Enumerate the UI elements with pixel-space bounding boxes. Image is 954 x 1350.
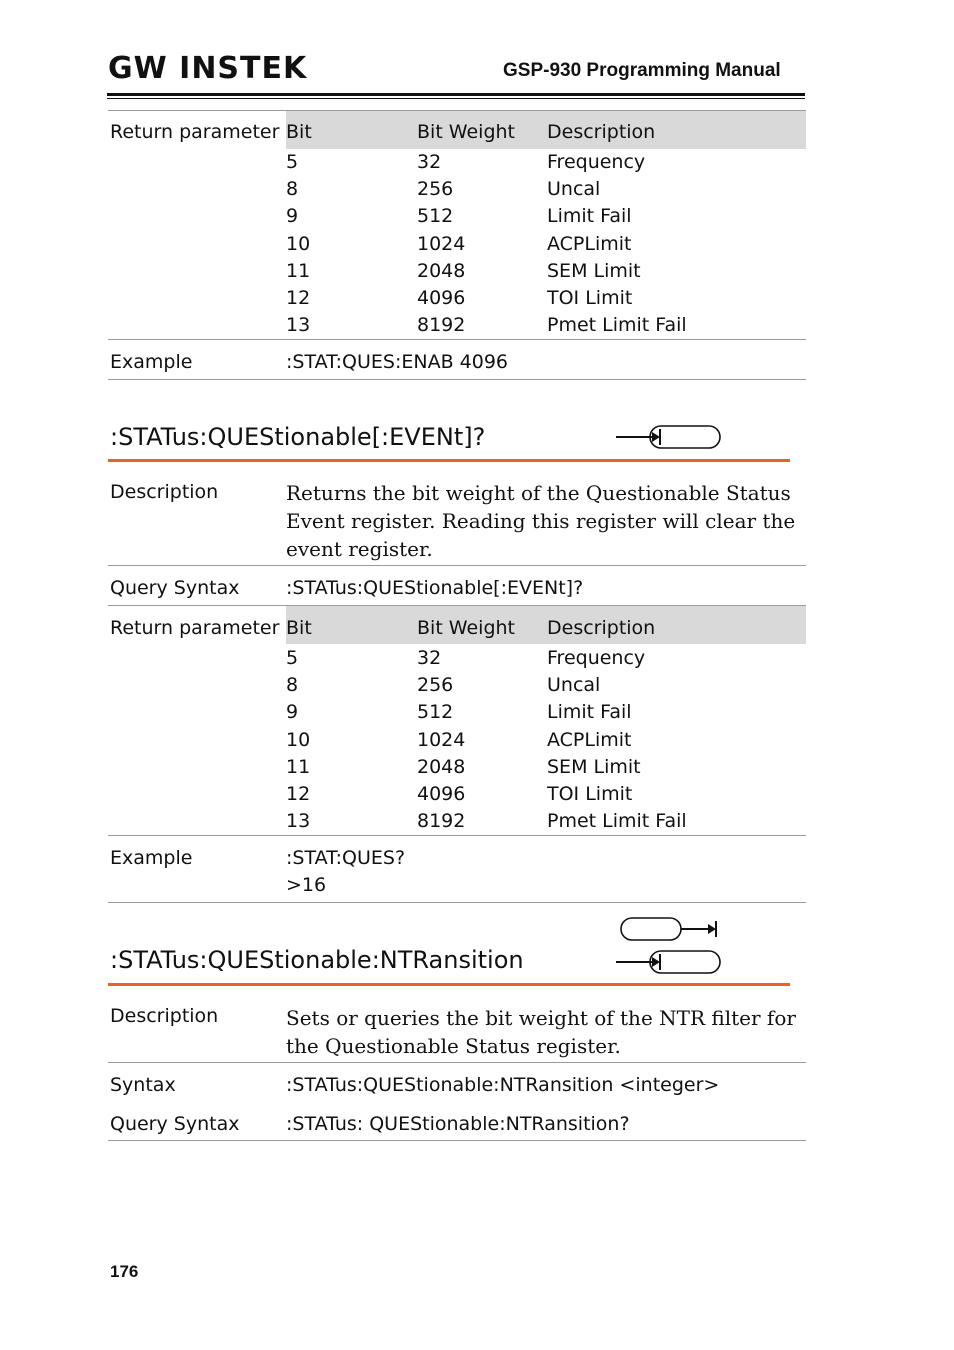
description-text: Returns the bit weight of the Questionable Status Event register. Reading this register will clear the event register. xyxy=(286,481,796,561)
table-cell-bit: 12 xyxy=(286,287,311,309)
table-cell-weight: 512 xyxy=(417,205,454,227)
header-rule-thin xyxy=(107,98,805,99)
table-cell-desc: Uncal xyxy=(547,178,601,200)
table-cell-desc: TOI Limit xyxy=(547,783,633,805)
table-cell-bit: 8 xyxy=(286,674,299,696)
col-bit-header: Bit xyxy=(286,121,312,143)
gw-instek-logo: GW INSTEK xyxy=(108,51,308,86)
query-syntax-value: :STATus: QUEStionable:NTRansition? xyxy=(286,1113,630,1135)
table-cell-weight: 8192 xyxy=(417,314,466,336)
table-cell-bit: 5 xyxy=(286,647,299,669)
query-syntax-label: Query Syntax xyxy=(110,1113,240,1135)
divider xyxy=(108,835,806,836)
col-weight-header: Bit Weight xyxy=(417,617,515,639)
divider xyxy=(108,379,806,380)
page-number: 176 xyxy=(110,1262,139,1281)
example-label: Example xyxy=(110,351,193,373)
syntax-label: Syntax xyxy=(110,1074,176,1096)
query-syntax-value: :STATus:QUEStionable[:EVENt]? xyxy=(286,577,584,599)
description-text: Sets or queries the bit weight of the NTR filter for the Questionable Status register. xyxy=(286,1006,796,1058)
table-cell-weight: 8192 xyxy=(417,810,466,832)
table-cell-weight: 512 xyxy=(417,701,454,723)
set-icon xyxy=(614,917,724,945)
command-title: :STATus:QUEStionable[:EVENt]? xyxy=(110,423,486,451)
table-cell-weight: 256 xyxy=(417,178,454,200)
table-cell-bit: 13 xyxy=(286,810,311,832)
description-label: Description xyxy=(110,481,219,503)
table-cell-desc: ACPLimit xyxy=(547,729,632,751)
table-cell-bit: 9 xyxy=(286,701,299,723)
example-line-1: :STAT:QUES? xyxy=(286,847,406,869)
table-cell-bit: 11 xyxy=(286,260,311,282)
col-weight-header: Bit Weight xyxy=(417,121,515,143)
table-cell-desc: TOI Limit xyxy=(547,287,633,309)
table-cell-weight: 4096 xyxy=(417,783,466,805)
divider xyxy=(108,1140,806,1141)
return-parameter-label: Return parameter xyxy=(110,121,280,143)
example-label: Example xyxy=(110,847,193,869)
header-rule xyxy=(107,93,805,96)
table-cell-bit: 5 xyxy=(286,151,299,173)
table-cell-desc: Uncal xyxy=(547,674,601,696)
description-label: Description xyxy=(110,1005,219,1027)
table-cell-desc: Limit Fail xyxy=(547,205,632,227)
table-header-bg xyxy=(286,111,806,149)
table-cell-weight: 1024 xyxy=(417,729,466,751)
query-icon xyxy=(614,950,724,978)
query-syntax-label: Query Syntax xyxy=(110,577,240,599)
query-icon xyxy=(614,425,724,453)
table-cell-desc: Pmet Limit Fail xyxy=(547,810,687,832)
table-cell-bit: 10 xyxy=(286,729,311,751)
table-cell-bit: 13 xyxy=(286,314,311,336)
table-cell-desc: Pmet Limit Fail xyxy=(547,314,687,336)
table-cell-weight: 1024 xyxy=(417,233,466,255)
table-cell-bit: 8 xyxy=(286,178,299,200)
col-description-header: Description xyxy=(547,617,656,639)
table-cell-desc: Frequency xyxy=(547,151,646,173)
table-cell-bit: 10 xyxy=(286,233,311,255)
table-cell-desc: SEM Limit xyxy=(547,260,641,282)
table-header-bg xyxy=(286,606,806,644)
col-bit-header: Bit xyxy=(286,617,312,639)
title-underline xyxy=(108,983,790,986)
command-title: :STATus:QUEStionable:NTRansition xyxy=(110,946,524,974)
table-cell-weight: 2048 xyxy=(417,260,466,282)
syntax-value: :STATus:QUEStionable:NTRansition <integer> xyxy=(286,1074,720,1096)
table-cell-desc: ACPLimit xyxy=(547,233,632,255)
divider xyxy=(108,339,806,340)
table-cell-bit: 12 xyxy=(286,783,311,805)
return-parameter-label: Return parameter xyxy=(110,617,280,639)
table-cell-weight: 32 xyxy=(417,647,442,669)
table-cell-desc: SEM Limit xyxy=(547,756,641,778)
table-cell-bit: 11 xyxy=(286,756,311,778)
example-line-2: >16 xyxy=(286,874,327,896)
col-description-header: Description xyxy=(547,121,656,143)
table-cell-weight: 2048 xyxy=(417,756,466,778)
table-cell-weight: 32 xyxy=(417,151,442,173)
example-value: :STAT:QUES:ENAB 4096 xyxy=(286,351,509,373)
table-cell-weight: 256 xyxy=(417,674,454,696)
divider xyxy=(108,1062,806,1063)
divider xyxy=(108,902,806,903)
divider xyxy=(108,565,806,566)
table-cell-weight: 4096 xyxy=(417,287,466,309)
table-cell-desc: Frequency xyxy=(547,647,646,669)
table-cell-desc: Limit Fail xyxy=(547,701,632,723)
manual-title: GSP-930 Programming Manual xyxy=(503,60,781,81)
table-cell-bit: 9 xyxy=(286,205,299,227)
title-underline xyxy=(108,459,790,462)
